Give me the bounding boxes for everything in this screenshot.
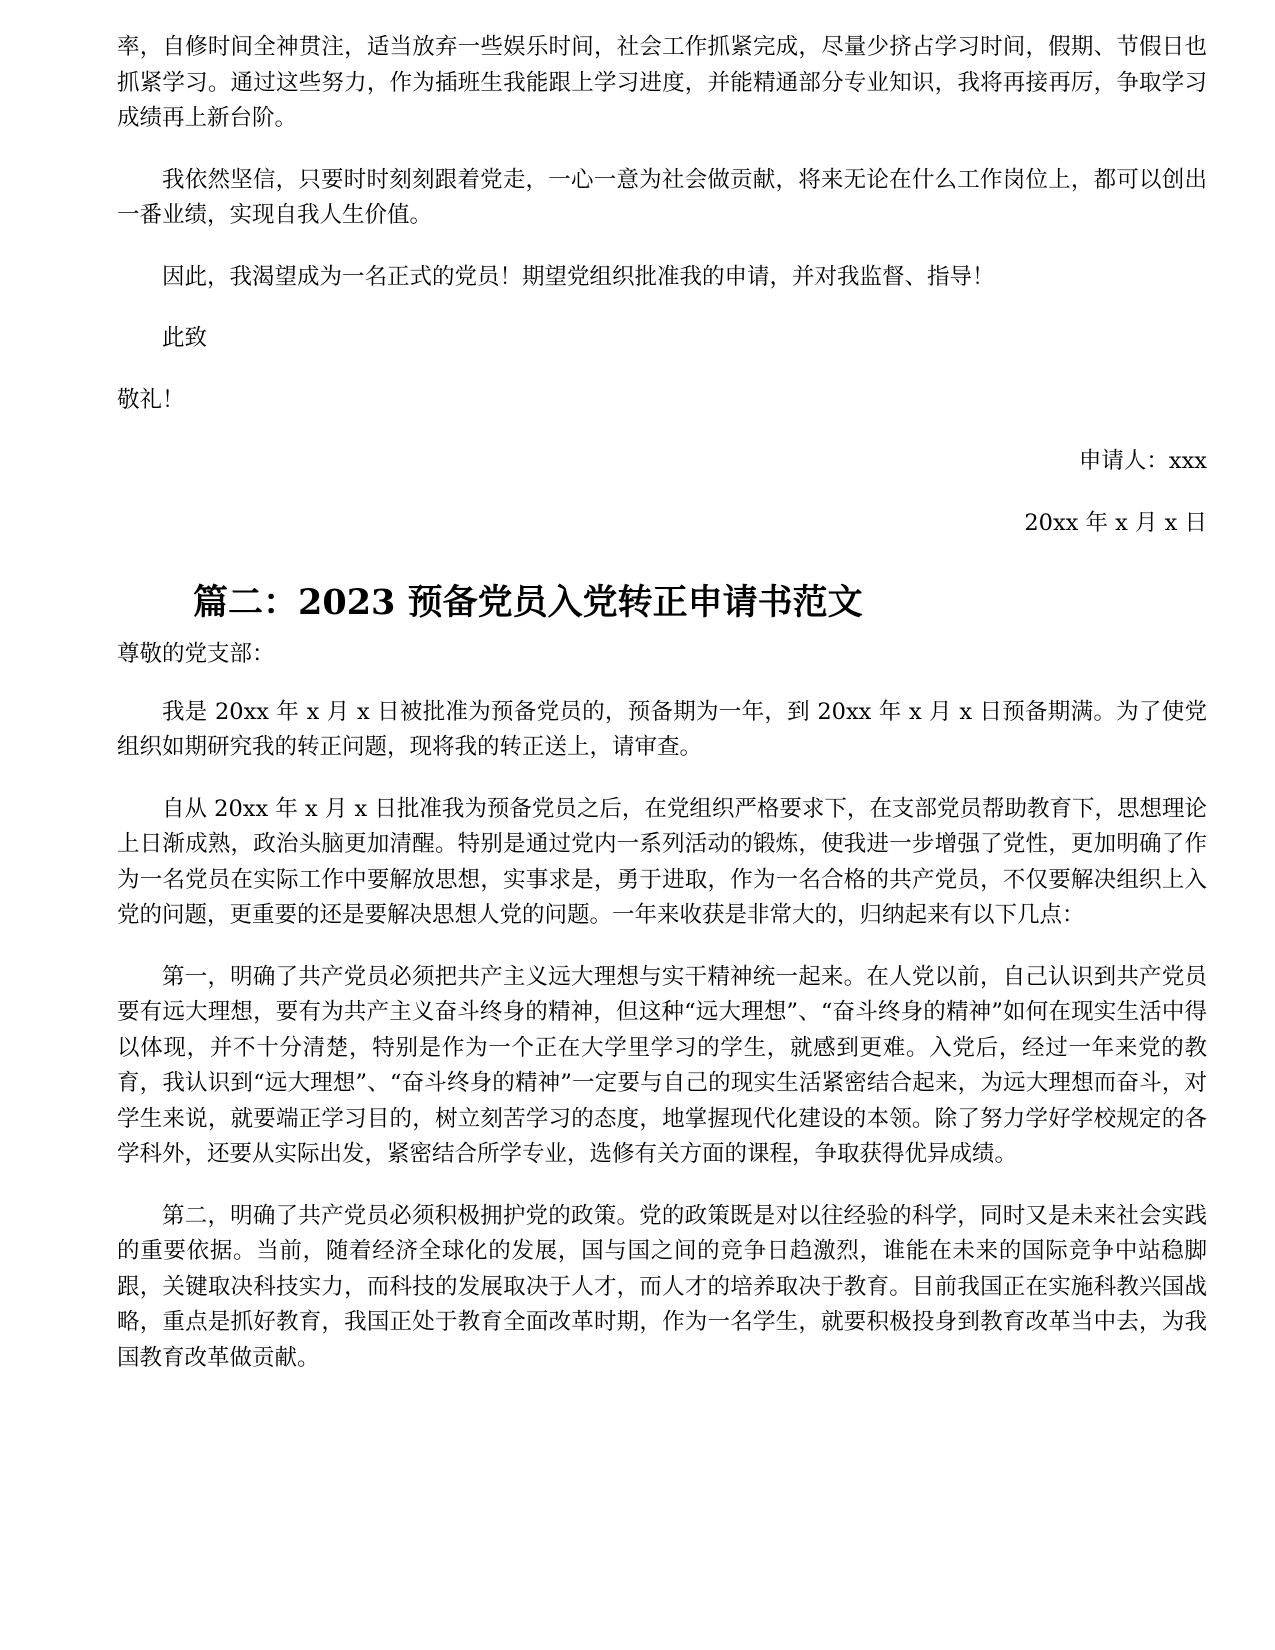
- body-paragraph: 我是 20xx 年 x 月 x 日被批准为预备党员的，预备期为一年，到 20xx 年 x 月 x 日预备期满。为了使党组织如期研究我的转正问题，现将我的转正送上，请审查。: [117, 698, 1207, 760]
- paragraph-wish: 因此，我渴望成为一名正式的党员！期望党组织批准我的申请，并对我监督、指导！: [162, 263, 995, 290]
- signature: 申请人：xxx: [1078, 448, 1207, 474]
- paragraph-belief: 我依然坚信，只要时时刻刻跟着党走，一心一意为社会做贡献，将来无论在什么工作岗位上，都可以创出一番业绩，实现自我人生价值。: [117, 166, 1207, 228]
- body-paragraph: 自从 20xx 年 x 月 x 日批准我为预备党员之后，在党组织严格要求下，在支部党员帮助教育下，思想理论上日渐成熟，政治头脑更加清醒。特别是通过党内一系列活动的锻炼，使我进一步增强了党性，更加明确了作为一名党员在实际工作中要解放思想，实事求是，勇于进取，作为一名合格的共产党员，不仅要解决组织上入党的问题，更重要的还是要解决思想人党的问题。一年来收获是非常大的，归纳起来有以下几点：: [117, 795, 1207, 928]
- body-paragraph: 第二，明确了共产党员必须积极拥护党的政策。党的政策既是对以往经验的科学，同时又是未来社会实践的重要依据。当前，随着经济全球化的发展，国与国之间的竞争日趋激烈，谁能在未来的国际竞争中站稳脚跟，关键取决科技实力，而科技的发展取决于人才，而人才的培养取决于教育。目前我国正在实施科教兴国战略，重点是抓好教育，我国正处于教育全面改革时期，作为一名学生，就要积极投身到教育改革当中去，为我国教育改革做贡献。: [117, 1202, 1207, 1371]
- closing-jingli: 敬礼！: [117, 386, 185, 413]
- document-page: [117, 30, 1207, 1402]
- salutation: 尊敬的党支部：: [117, 641, 275, 667]
- closing-cizhi: 此致: [162, 325, 208, 351]
- date: 20xx 年 x 月 x 日: [1024, 509, 1207, 536]
- section-heading: 篇二：2023 预备党员入党转正申请书范文: [193, 582, 863, 623]
- body-paragraph: 第一，明确了共产党员必须把共产主义远大理想与实干精神统一起来。在人党以前，自己认识到共产党员要有远大理想，要有为共产主义奋斗终身的精神，但这种“远大理想”、“奋斗终身的精神”如何在现实生活中得以体现，并不十分清楚，特别是作为一个正在大学里学习的学生，就感到更难。入党后，经过一年来党的教育，我认识到“远大理想”、“奋斗终身的精神”一定要与自己的现实生活紧密结合起来，为远大理想而奋斗，对学生来说，就要端正学习目的，树立刻苦学习的态度，地掌握现代化建设的本领。除了努力学好学校规定的各学科外，还要从实际出发，紧密结合所学专业，选修有关方面的课程，争取获得优异成绩。: [117, 963, 1207, 1167]
- paragraph-continued: 率，自修时间全神贯注，适当放弃一些娱乐时间，社会工作抓紧完成，尽量少挤占学习时间，假期、节假日也抓紧学习。通过这些努力，作为插班生我能跟上学习进度，并能精通部分专业知识，我将再接再厉，争取学习成绩再上新台阶。: [117, 34, 1207, 131]
